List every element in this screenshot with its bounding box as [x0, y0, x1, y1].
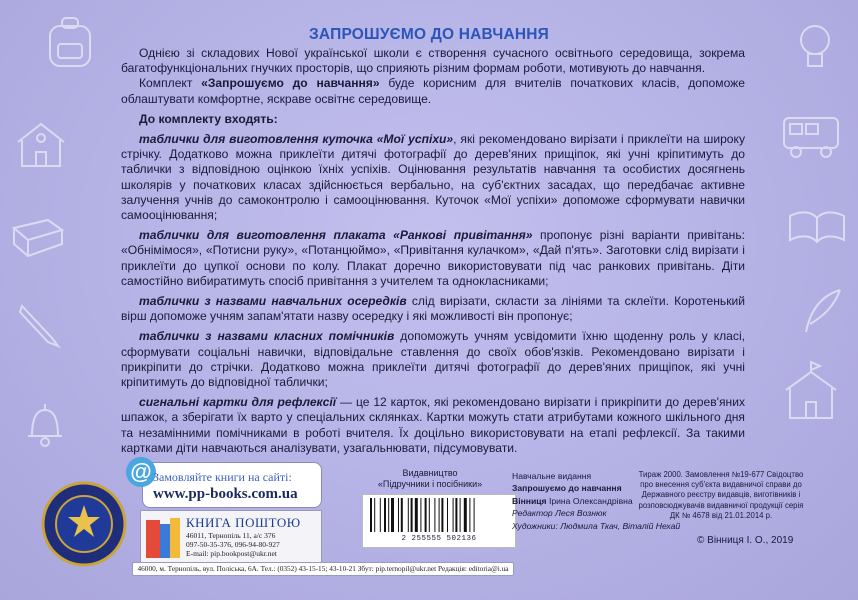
bell-doodle-icon: [20, 400, 70, 450]
kit-heading: До комплекту входять:: [139, 111, 278, 126]
mail-order-phone: 097-50-35-376, 096-94-80-927: [186, 540, 280, 549]
barcode-bar: [380, 498, 381, 532]
at-icon: @: [126, 457, 156, 487]
open-book-doodle-icon: [786, 206, 848, 246]
page-title: ЗАПРОШУЄМО ДО НАВЧАННЯ: [309, 26, 549, 43]
publisher-label: Видавництво: [402, 468, 458, 478]
barcode-bar: [374, 498, 375, 532]
barcode-bar: [388, 498, 389, 532]
barcode-bar: [469, 498, 470, 532]
school-doodle-icon: [14, 118, 68, 172]
bus-doodle-icon: [780, 112, 844, 160]
book-doodle-icon: [8, 214, 68, 264]
barcode-bar: [441, 498, 443, 532]
barcode-bar: [460, 498, 461, 532]
pencil-doodle-icon: [16, 300, 62, 350]
kit-name: «Запрошуємо до навчання»: [201, 76, 380, 91]
intro-paragraph: Однією зі складових Нової української школи є створення сучасного освітнього середовища, зокрема багатофункціональних гнучких просторів, що сприяють різним формам роботи, мотивують до навчання.: [121, 46, 745, 76]
kit-paragraph: Комплект «Запрошуємо до навчання» буде корисним для вчителів початкових класів, допоможе облаштувати комфортне, яскраве освітнє середовище.: [121, 76, 745, 106]
barcode-bar: [447, 498, 448, 532]
barcode-icon: [368, 498, 508, 534]
books-icon: [144, 514, 182, 560]
barcode-bar: [415, 498, 418, 532]
barcode-bar: [398, 498, 399, 532]
barcode-number: 2 255555 502136: [401, 535, 477, 543]
kit-item: таблички з назвами навчальних осередків слід вирізати, скласти за лініями та склеїти. Коротенький вірш допоможе учням запам'ятати назву осередку і які можливості він пропонує;: [121, 294, 745, 324]
barcode-bar: [464, 498, 467, 532]
author-line: Вінниця Ірина Олександрівна: [512, 495, 633, 506]
schoolhouse-doodle-icon: [780, 360, 842, 424]
barcode-bar: [384, 498, 386, 532]
editor-line: Редактор Леся Вознюк: [512, 508, 607, 519]
barcode-bar: [455, 498, 457, 532]
publisher-address: 46000, м. Тернопіль, вул. Поліська, 6А. Тел.: (0352) 43-15-15; 43-10-21 Збут: pip.ternopil@ukr.net Редакція: editoria@i.ua: [132, 562, 514, 576]
copyright: © Вінниця І. О., 2019: [697, 535, 794, 546]
award-seal-icon: [41, 481, 127, 567]
kit-item: таблички з назвами класних помічників допоможуть учням усвідомити їхню щоденну роль у класі, сформувати соціальні навички, відповідальне ставлення до своїх обов'язків. Рекомендовано вирізати і прикріпити до стрічки. Додатково можна приклеїти дитячі фотографії до дерев'яних прищіпок, які учні кріпитимуть до відповідної таблички;: [121, 329, 745, 390]
barcode-bar: [425, 498, 427, 532]
artists-line: Художники: Людмила Ткач, Віталій Нехай: [512, 520, 681, 531]
website-link[interactable]: www.pp-books.com.ua: [153, 486, 298, 502]
mail-order-address: 46011, Тернопіль 11, а/с 376: [186, 531, 276, 540]
barcode-bar: [411, 498, 413, 532]
order-label: Замовляйте книги на сайті:: [153, 470, 292, 484]
barcode-bar: [439, 498, 440, 532]
book-title: Запрошуємо до навчання: [512, 483, 622, 494]
mail-order-title: КНИГА ПОШТОЮ: [186, 515, 301, 530]
mail-order-email: E-mail: pip.bookpost@ukr.net: [186, 549, 277, 558]
kit-item: таблички для виготовлення плаката «Ранкові привітання» пропонує різні варіанти привітань: «Обнімімося», «Потисни руку», «Потанцюймо», «Привітання кулачком», «Дай п'ять». Заготовки слід вирізати і приклеїти до цупкої основи по колу. Плакат доречно використовувати під час ранкових привітань. Діти самостійно вибиратимуть спосіб привітання з учителем та однокласниками;: [121, 228, 745, 288]
barcode-bar: [370, 498, 372, 532]
barcode-bar: [429, 498, 430, 532]
edition-type: Навчальне видання: [512, 471, 592, 481]
barcode-bar: [453, 498, 454, 532]
publisher-block: [355, 468, 505, 490]
barcode-bar: [391, 498, 394, 532]
barcode-bar: [420, 498, 421, 532]
kit-item: сигнальні картки для рефлексії — це 12 карток, які рекомендовано вирізати і прикріпити до дерев'яних шпажок, а зберігати їх варто у спеціальних склянках. Картки можуть стати атрибутами кожного шкільного дня та незамінними помічниками в роботі вчителя. Їх доцільно використовувати на етапі рефлексії. За такими картками діти навчаються аналізувати, узагальнювати, підсумовувати.: [121, 395, 745, 455]
kit-item: таблички для виготовлення куточка «Мої успіхи», які рекомендовано вирізати і приклеїти на широку стрічку. Додатково можна приклеїти дитячі фотографії до дерев'яних прищіпок, які учні кріпитимуть до таблички з відповідною оцінкою їхніх успіхів. Оцінювання результатів навчання та особистих досягнень школярів у початкових класах здійснюється вербально, на суб'єктних засадах, що передбачає активне залучення учнів до самоконтролю і самооцінювання. Куточок «Мої успіхи» допоможе сформувати навички самооцінювання;: [121, 132, 745, 223]
publisher-name: «Підручники і посібники»: [377, 479, 483, 489]
barcode-bar: [474, 498, 475, 532]
barcode-bar: [401, 498, 403, 532]
description-text: [121, 46, 745, 456]
quill-doodle-icon: [800, 286, 846, 336]
print-info: Тираж 2000. Замовлення №19-677 Свідоцтво про внесення суб'єкта видавничої справи до Державного реєстру видавців, виготівників і розповсюджувачів видавничої продукції серія ДК № 4678 від 21.01.2014 р.: [638, 470, 804, 520]
barcode-bar: [408, 498, 409, 532]
barcode-bar: [434, 498, 435, 532]
